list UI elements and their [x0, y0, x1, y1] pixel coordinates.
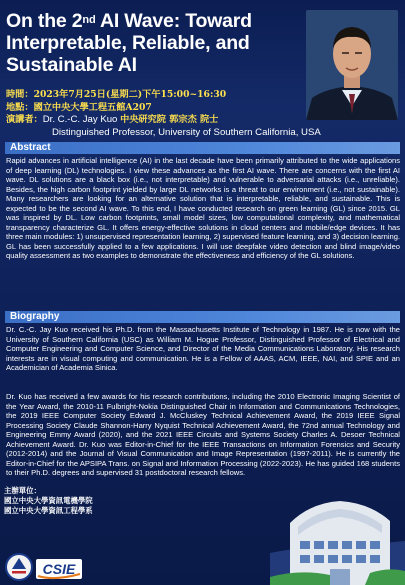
event-place: 地點：國立中央大學工程五館A207 [6, 101, 152, 113]
organizers: 主辦單位： 國立中央大學資訊電機學院 國立中央大學資訊工程學系 [4, 486, 93, 515]
event-info [6, 89, 321, 139]
talk-title: On the 2nd AI Wave: Toward Interpretable, Reliable, and Sustainable AI [6, 10, 252, 76]
event-speaker: 演講者：Dr. C.-C. Jay Kuo 中央研究院 郭宗杰 院士 [6, 114, 219, 125]
biography-heading: Biography [5, 311, 400, 323]
event-time: 時間：2023年7月25日(星期二)下午15:00~16:30 [6, 89, 227, 100]
speaker-title: Distinguished Professor, University of Southern California, USA [52, 126, 321, 138]
biography-para-1: Dr. C.-C. Jay Kuo received his Ph.D. from the Massachusetts Institute of Technology in 1987. He is now with the University of Southern California (USC) as William M. Hogue Professor, Distinguished Professor of Electrical and Computer Engineering and Computer Science, and Director of the Media Communications Laboratory. His research interests are in visual computing and communication. He is a Fellow of AAAS, ACM, IEEE, NAI, and SPIE and an Academician of Academia Sinica. [6, 325, 400, 373]
abstract-heading: Abstract [5, 142, 400, 154]
university-logos [4, 545, 84, 585]
building-illustration [270, 493, 405, 585]
biography-para-2: Dr. Kuo has received a few awards for his research contributions, including the 2010 Electronic Imaging Scientist of the Year Award, the 2010-11 Fulbright-Nokia Distinguished Chair in Information and Communications Technologies, the 2019 IEEE Computer Society Edward J. McCluskey Technical Achievement Award, the 2019 IEEE Signal Processing Society Claude Shannon-Harry Nyquist Technical Achievement Award, the 72nd annual Technology and Engineering Emmy Award (2020), and the 2021 IEEE Circuits and Systems Society Charles A. Desoer Technical Achievement Award. Dr. Kuo was Editor-in-Chief for the IEEE Transactions on Information Forensics and Security (2012-2014) and the Journal of Visual Communication and Image Representation (1997-2011). He is currently the Editor-in-Chief for the APSIPA Trans. on Signal and Information Processing (2022-2023). He has guided 168 students to their Ph.D. degrees and supervised 31 postdoctoral research fellows. [6, 392, 400, 478]
abstract-text: Rapid advances in artificial intelligence (AI) in the last decade have been primarily attributed to the wide applications of deep learning (DL) technologies. I view these advances as the first AI wave. There are concerns with the first AI wave. DL solutions are a black box (i.e., not interpretable) and vulnerable to adversarial attacks (i.e., unreliable). Besides, the high carbon footprint yielded by large DL networks is a threat to our environment (i.e., not sustainable). Many researchers are looking for an alternative solution that is interpretable, reliable, and sustainable. This is expected to be the second AI wave. To this end, I have conducted research on green learning (GL) since 2015. GL was inspired by DL. Low carbon footprints, small model sizes, low computational complexity, and mathematical transparency characterize GL. It offers energy-effective solutions in cloud centers and mobile/edge devices. It has three main modules: 1) unsupervised representation learning, 2) supervised feature learning, and 3) decision learning. GL has been successfully applied to a few applications. I will use deepfake video detection and blind image/video quality assessment as two examples to demonstrate the effectiveness and efficiency of the GL solutions. [6, 156, 400, 261]
csie-logo-text: CSIE [42, 561, 76, 577]
